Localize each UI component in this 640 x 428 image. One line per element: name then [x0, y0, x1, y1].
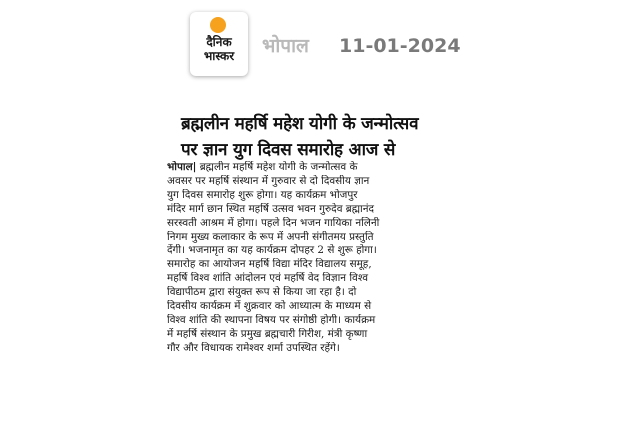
body-line: मंदिर मार्ग छान स्थित महर्षि उत्सव भवन गुरुदेव ब्रह्मानंद	[167, 202, 375, 215]
body-line: गौर और विधायक रामेश्वर शर्मा उपस्थित रहेंगे।	[167, 341, 340, 354]
body-line: भोपाल| ब्रह्मलीन महर्षि महेश योगी के जन्मोत्सव के	[167, 161, 358, 173]
body-line: महर्षि विश्व शांति आंदोलन एवं महर्षि वेद विज्ञान विश्व	[167, 272, 369, 285]
body-line: विश्व शांति की स्थापना विषय पर संगोष्ठी होगी। कार्यक्रम	[167, 313, 376, 326]
headline-line: पर ज्ञान युग दिवस समारोह आज से	[181, 140, 396, 160]
body-line: विद्यापीठम द्वारा संयुक्त रूप से किया जा रहा है। दो	[167, 286, 357, 299]
body-line: देंगी। भजनामृत का यह कार्यक्रम दोपहर 2 से शुरू होगा।	[167, 244, 377, 257]
body-line: निगम मुख्य कलाकार के रूप में अपनी संगीतमय प्रस्तुति	[167, 230, 374, 243]
article-body	[167, 161, 471, 356]
body-line: दिवसीय कार्यक्रम में शुक्रवार को आध्यात्म के माध्यम से	[167, 300, 372, 313]
body-line: अवसर पर महर्षि संस्थान में गुरुवार से दो दिवसीय ज्ञान	[167, 174, 370, 187]
dateline: भोपाल|	[167, 161, 197, 173]
body-line: में महर्षि संस्थान के प्रमुख ब्रह्मचारी गिरीश, मंत्री कृष्णा	[167, 327, 368, 340]
body-line: सरस्वती आश्रम में होगा। पहले दिन भजन गायिका नलिनी	[167, 216, 380, 229]
edition-city: भोपाल	[262, 35, 309, 57]
body-line: युग दिवस समारोह शुरू होगा। यह कार्यक्रम भोजपुर	[167, 188, 358, 201]
body-line: समारोह का आयोजन महर्षि विद्या मंदिर विद्यालय समूह,	[167, 258, 372, 271]
logo-text-line2: भास्कर	[203, 49, 235, 63]
edition-date: 11-01-2024	[339, 35, 461, 57]
headline-line: ब्रह्मलीन महर्षि महेश योगी के जन्मोत्सव	[181, 114, 419, 134]
sun-icon	[210, 17, 226, 33]
article-headline	[181, 111, 461, 163]
logo-text-line1: दैनिक	[206, 35, 232, 49]
newspaper-logo	[190, 12, 248, 76]
